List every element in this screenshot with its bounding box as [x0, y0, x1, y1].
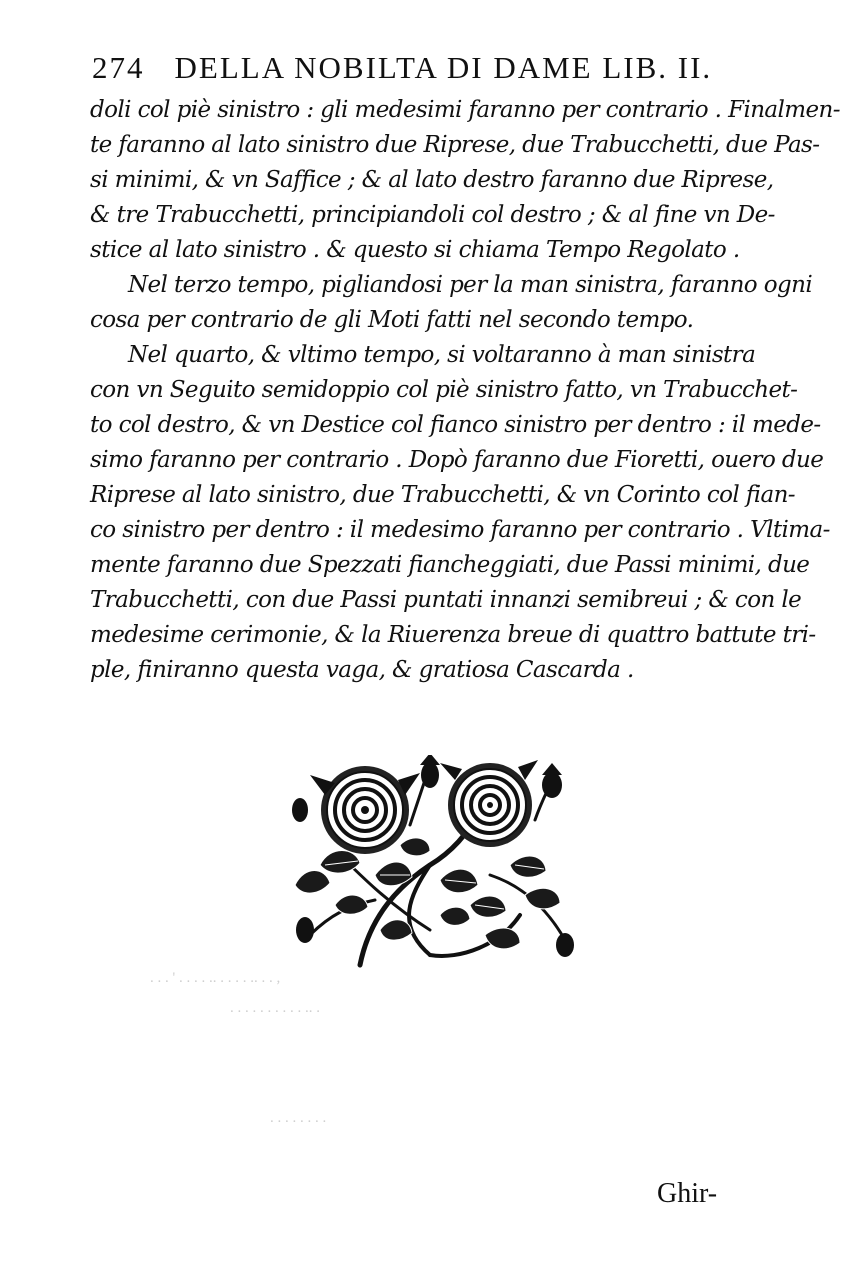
text-line: to col destro, & vn Destice col fianco sinistro per dentro : il mede- — [90, 412, 821, 438]
text-line: medesime cerimonie, & la Riuerenza breue di quattro battute tri- — [90, 622, 816, 648]
text-line: con vn Seguito semidoppio col piè sinistro fatto, vn Trabucchet- — [90, 377, 798, 403]
show-through: . . . . . . . . — [270, 1110, 327, 1126]
rose-woodcut-ornament — [280, 755, 580, 970]
text-line: si minimi, & vn Saffice ; & al lato destro faranno due Riprese, — [90, 167, 774, 193]
right-rose — [440, 760, 538, 847]
text-line: simo faranno per contrario . Dopò faranno due Fioretti, ouero due — [90, 447, 824, 473]
running-head — [92, 50, 742, 90]
text-line: Riprese al lato sinistro, due Trabucchetti, & vn Corinto col fian- — [90, 482, 795, 508]
text-line: doli col piè sinistro : gli medesimi faranno per contrario . Finalmen- — [90, 97, 840, 123]
show-through: . . . ' . . . . .. . . . . .. . . , — [150, 970, 281, 986]
catchword: Ghir- — [657, 1178, 718, 1209]
text-line: ple, finiranno questa vaga, & gratiosa Cascarda . — [90, 657, 634, 683]
left-rose — [310, 766, 420, 854]
text-line: mente faranno due Spezzati fiancheggiati, due Passi minimi, due — [90, 552, 810, 578]
paragraph-start-line: Nel terzo tempo, pigliandosi per la man sinistra, faranno ogni — [128, 272, 813, 298]
text-line: co sinistro per dentro : il medesimo faranno per contrario . Vltima- — [90, 517, 830, 543]
text-line: & tre Trabucchetti, principiandoli col destro ; & al fine vn De- — [90, 202, 775, 228]
text-line: cosa per contrario de gli Moti fatti nel secondo tempo. — [90, 307, 694, 333]
paragraph-start-line: Nel quarto, & vltimo tempo, si voltaranno à man sinistra — [128, 342, 756, 368]
body-text — [90, 93, 840, 688]
text-line: te faranno al lato sinistro due Riprese, due Trabucchetti, due Pas- — [90, 132, 820, 158]
running-title: DELLA NOBILTA DI DAME LIB. II. — [174, 50, 713, 85]
text-line: Trabucchetti, con due Passi puntati innanzi semibreui ; & con le — [90, 587, 802, 613]
show-through: . . . . . . . . . . .. . — [230, 1000, 320, 1016]
text-line: stice al lato sinistro . & questo si chiama Tempo Regolato . — [90, 237, 740, 263]
page-number: 274 — [92, 50, 145, 85]
